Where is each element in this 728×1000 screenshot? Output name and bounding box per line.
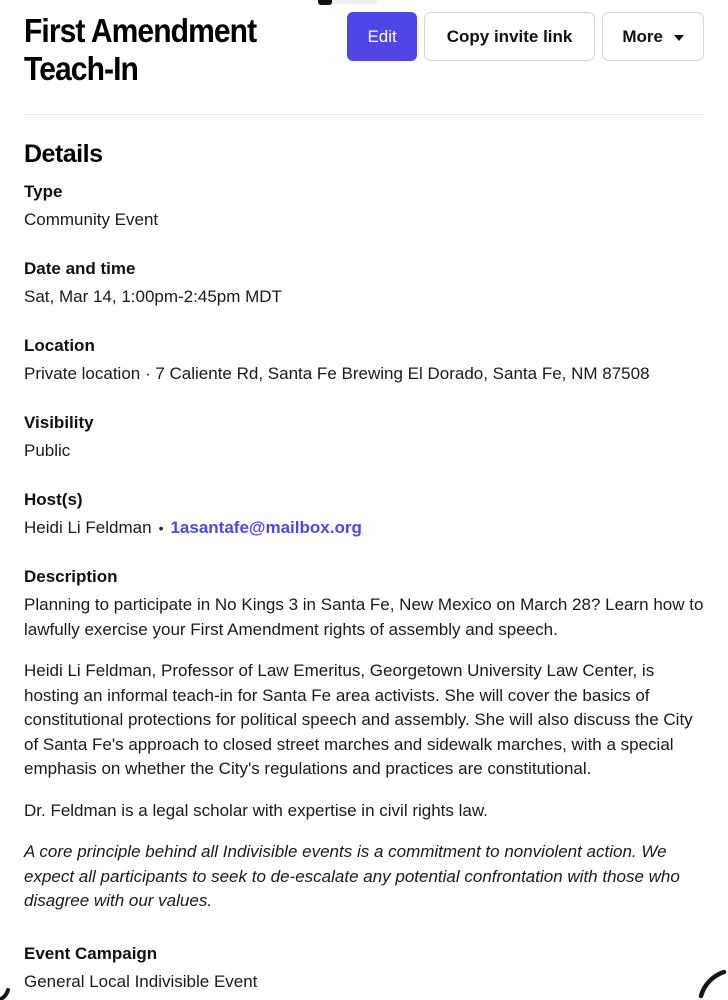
field-hosts-label: Host(s) [24,490,83,509]
field-location [24,332,704,388]
field-date-time-value: Sat, Mar 14, 1:00pm-2:45pm MDT [24,287,282,306]
chevron-down-icon [674,35,684,41]
field-hosts [24,486,704,542]
field-event-campaign-label: Event Campaign [24,943,158,963]
field-location-value: Private location · 7 Caliente Rd, Santa Fe Brewing El Dorado, Santa Fe, NM 87508 [24,364,650,383]
field-type-label: Type [24,182,63,201]
more-button[interactable] [602,12,704,61]
field-visibility-value: Public [24,441,71,460]
field-event-campaign-value: General Local Indivisible Event [24,971,258,991]
field-type [24,178,704,234]
more-button-label: More [622,26,663,46]
header-divider [24,114,704,115]
field-location-label: Location [24,336,95,355]
field-type-value: Community Event [24,210,159,229]
field-date-time [24,255,704,311]
copy-invite-link-button[interactable]: Copy invite link [424,12,596,61]
decorative-arc-bottom-right [698,969,728,999]
field-description [24,563,704,914]
host-email-link[interactable]: 1asantafe@mailbox.org [170,518,362,537]
description-paragraph-1: Planning to participate in No Kings 3 in Santa Fe, New Mexico on March 28? Learn how to lawfully exercise your First Amendment rights of assembly and speech. [24,595,704,639]
details-heading: Details [24,140,103,168]
host-name: Heidi Li Feldman [24,518,152,537]
page-title: First Amendment Teach-In [24,12,257,87]
description-paragraph-2: Heidi Li Feldman, Professor of Law Emeritus, Georgetown University Law Center, is hosting an informal teach-in for Santa Fe area activists. She will cover the basics of constitutional protections for political speech and assembly. She will also discuss the City of Santa Fe's approach to closed street marches and sidewalk marches, with a special emphasis on whether the City's regulations and practices are constitutional. [24,661,693,778]
field-event-campaign [24,940,704,996]
field-date-time-label: Date and time [24,259,136,278]
host-separator: • [158,520,164,536]
field-hosts-value [24,514,704,542]
field-description-label: Description [24,567,118,586]
edit-button[interactable]: Edit [347,12,416,61]
field-visibility-label: Visibility [24,413,94,432]
field-visibility [24,409,704,465]
description-nonviolence-note: A core principle behind all Indivisible events is a commitment to nonviolent action. We expect all participants to seek to de-escalate any potential confrontation with those who disagree with our values. [24,842,680,910]
decorative-arc-bottom-left [0,988,12,1000]
description-paragraph-3: Dr. Feldman is a legal scholar with expertise in civil rights law. [24,800,488,820]
page-header [24,0,704,88]
header-actions [347,12,704,61]
